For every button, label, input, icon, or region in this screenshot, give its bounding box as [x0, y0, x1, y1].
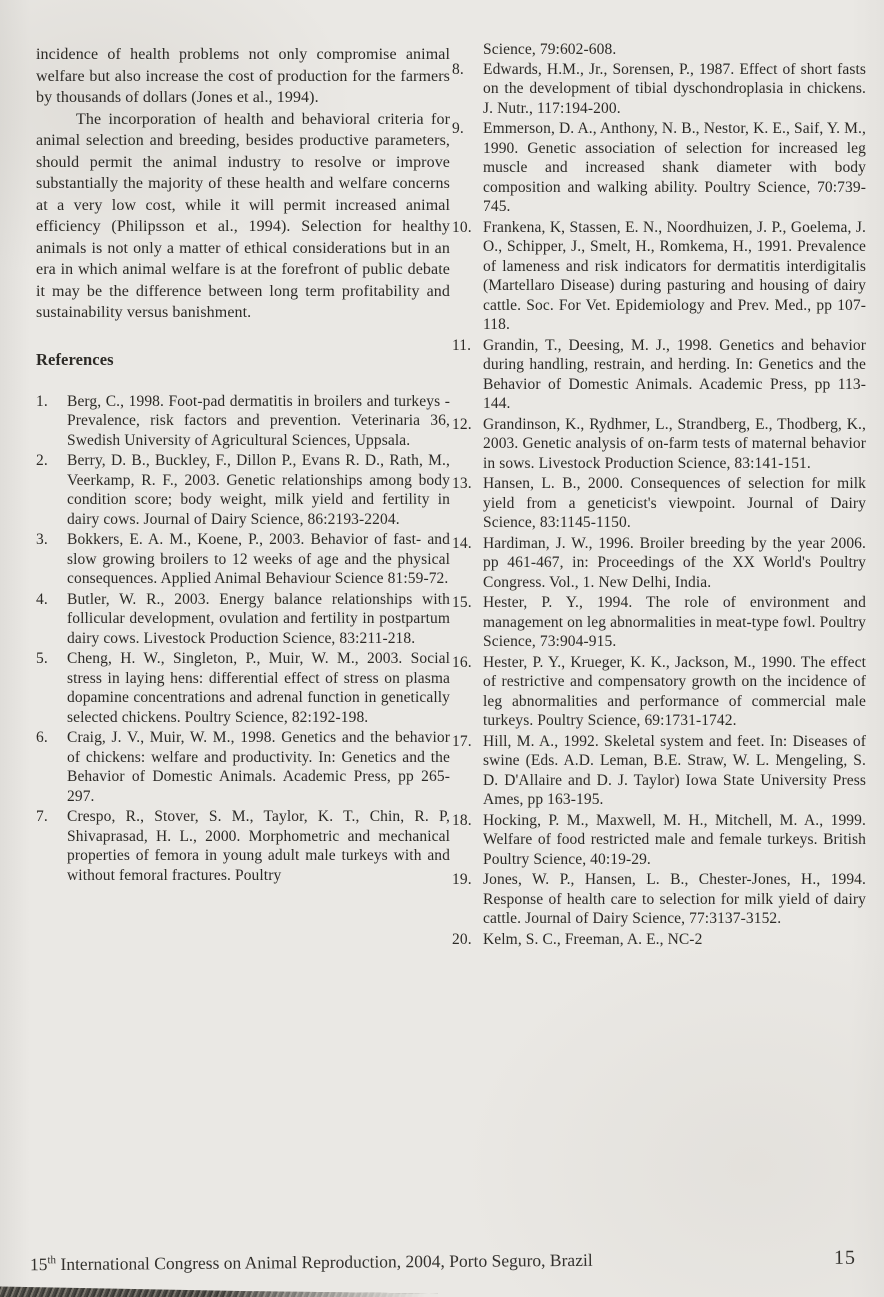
reference-number: 6. [36, 729, 48, 746]
body-paragraph: The incorporation of health and behavioral criteria for animal selection and breeding, besides productive parameters, should permit the animal industry to resolve or improve substantially the majority of these health and welfare concerns at a very low cost, while it will permit increased animal efficiency (Philipsson et al., 1994). Selection for healthy animals is not only a matter of ethical considerations but in an era in which animal welfare is at the forefront of public debate it may be the difference between long term profitability and sustainability versus banishment. [36, 110, 450, 321]
reference-text: Emmerson, D. A., Anthony, N. B., Nestor, K. E., Saif, Y. M., 1990. Genetic association of selection for increased leg muscle and increased shank diameter with body composition and walking ability. Poultry Science, 70:739-745. [483, 120, 866, 215]
references-heading: References [36, 349, 114, 369]
reference-number: 14. [452, 534, 472, 552]
reference-item [36, 590, 450, 649]
reference-item [452, 119, 866, 217]
reference-item [452, 732, 866, 810]
reference-text: Craig, J. V., Muir, W. M., 1998. Genetics and the behavior of chickens: welfare and productivity. In: Genetics and the Behavior of Domestic Animals. Academic Press, pp 265-297. [67, 729, 450, 805]
reference-number: 18. [452, 811, 472, 829]
reference-text: Crespo, R., Stover, S. M., Taylor, K. T., Chin, R. P, Shivaprasad, H. L., 2000. Morphometric and mechanical properties of femora in young adult male turkeys with and without femoral fractures. Poultry [67, 808, 450, 884]
footer-congress-line [30, 1250, 593, 1275]
reference-text: Berry, D. B., Buckley, F., Dillon P., Evans R. D., Rath, M., Veerkamp, R. F., 2003. Genetic relationships among body condition score; body weight, milk yield and fertility in dairy cows. Journal of Dairy Science, 86:2193-2204. [67, 452, 450, 528]
reference-number: 8. [452, 60, 464, 78]
reference-item [36, 530, 450, 589]
reference-number: 5. [36, 650, 48, 667]
reference-item [452, 534, 866, 593]
reference-continuation: Science, 79:602-608. [483, 41, 617, 58]
reference-number: 9. [452, 120, 464, 137]
scan-binding-edge-texture [0, 1285, 438, 1297]
reference-text: Grandin, T., Deesing, M. J., 1998. Genetics and behavior during handling, restrain, and herding. In: Genetics and the Behavior of Domestic Animals. Academic Press, pp 113-144. [483, 336, 866, 412]
reference-item [36, 649, 450, 727]
reference-text: Frankena, K, Stassen, E. N., Noordhuizen, J. P., Goelema, J. O., Schipper, J., Smelt, H., Romkema, H., 1991. Prevalence of lameness and risk indicators for dermatitis interdigitalis (Martellaro Disease) during pasturing and housing of dairy cattle. Soc. For Vet. Epidemiology and Prev. Med., pp 107-118. [483, 218, 866, 333]
right-column [452, 40, 866, 950]
reference-number: 16. [452, 653, 472, 671]
reference-text: Hill, M. A., 1992. Skeletal system and feet. In: Diseases of swine (Eds. A.D. Leman, B.E. Straw, W. L. Mengeling, S. D. D'Allaire and D. J. Taylor) Iowa State University Press Ames, pp 163-195. [483, 732, 866, 808]
reference-item [36, 728, 450, 806]
reference-number: 11. [452, 336, 472, 354]
reference-item [452, 870, 866, 929]
congress-text: International Congress on Animal Reproduction, 2004, Porto Seguro, Brazil [55, 1249, 593, 1275]
reference-number: 19. [452, 871, 472, 888]
reference-text: Cheng, H. W., Singleton, P., Muir, W. M., 2003. Social stress in laying hens: differential effect of stress on plasma dopamine concentrations and adrenal function in genetically selected chickens. Poultry Science, 82:192-198. [67, 650, 450, 726]
reference-number: 1. [36, 392, 48, 410]
reference-text: Hester, P. Y., 1994. The role of environment and management on leg abnormalities in meat-type fowl. Poultry Science, 73:904-915. [483, 594, 866, 650]
reference-number: 15. [452, 594, 472, 611]
congress-number: 15 [29, 1254, 48, 1275]
reference-number: 3. [36, 531, 48, 548]
reference-text: Grandinson, K., Rydhmer, L., Strandberg, E., Thodberg, K., 2003. Genetic analysis of on-farm tests of maternal behavior in sows. Livestock Production Science, 83:141-151. [483, 415, 866, 472]
reference-text: Butler, W. R., 2003. Energy balance relationships with follicular development, ovulation and fertility in postpartum dairy cows. Livestock Production Science, 83:211-218. [67, 590, 450, 647]
reference-item [36, 807, 450, 885]
reference-item [452, 415, 866, 474]
reference-number: 13. [452, 475, 472, 492]
reference-number: 2. [36, 452, 48, 469]
reference-number: 4. [36, 590, 48, 608]
reference-number: 12. [452, 415, 472, 433]
ordinal-suffix: th [47, 1254, 57, 1267]
reference-item [452, 653, 866, 731]
reference-item [452, 593, 866, 652]
reference-text: Edwards, H.M., Jr., Sorensen, P., 1987. Effect of short fasts on the development of tibial dyschondroplasia in chickens. J. Nutr., 117:194-200. [483, 60, 866, 117]
reference-text: Hansen, L. B., 2000. Consequences of selection for milk yield from a geneticist's viewpoint. Journal of Dairy Science, 83:1145-1150. [483, 475, 866, 531]
reference-number: 17. [452, 732, 472, 750]
reference-item [36, 451, 450, 529]
page-number: 15 [833, 1246, 857, 1269]
page-footer [30, 1247, 856, 1276]
reference-item [452, 474, 866, 533]
reference-item [452, 60, 866, 119]
reference-text: Hardiman, J. W., 1996. Broiler breeding by the year 2006. pp 461-467, in: Proceedings of the XX World's Poultry Congress. Vol., 1. New Delhi, India. [483, 534, 866, 591]
reference-item [452, 811, 866, 870]
body-paragraph: incidence of health problems not only compromise animal welfare but also increase the cost of production for the farmers by thousands of dollars (Jones et al., 1994). [36, 46, 450, 106]
reference-number: 10. [452, 218, 472, 236]
reference-item [452, 218, 866, 335]
reference-text: Berg, C., 1998. Foot-pad dermatitis in broilers and turkeys - Prevalence, risk factors and prevention. Veterinaria 36, Swedish University of Agricultural Sciences, Uppsala. [67, 392, 450, 449]
reference-item [36, 392, 450, 451]
reference-text: Hester, P. Y., Krueger, K. K., Jackson, M., 1990. The effect of restrictive and compensatory growth on the incidence of leg abnormalities and performance of commercial male turkeys. Poultry Science, 69:1731-1742. [483, 653, 866, 729]
reference-item [452, 336, 866, 414]
reference-number: 7. [36, 808, 48, 825]
reference-text: Jones, W. P., Hansen, L. B., Chester-Jones, H., 1994. Response of health care to selection for milk yield of dairy cattle. Journal of Dairy Science, 77:3137-3152. [483, 871, 866, 927]
reference-text: Hocking, P. M., Maxwell, M. H., Mitchell, M. A., 1999. Welfare of food restricted male and female turkeys. British Poultry Science, 40:19-29. [483, 811, 866, 868]
reference-item [452, 930, 866, 950]
left-column [36, 44, 450, 886]
reference-text: Kelm, S. C., Freeman, A. E., NC-2 [483, 930, 703, 948]
reference-text: Bokkers, E. A. M., Koene, P., 2003. Behavior of fast- and slow growing broilers to 12 weeks of age and the physical consequences. Applied Animal Behaviour Science 81:59-72. [67, 531, 450, 587]
reference-number: 20. [452, 930, 472, 948]
